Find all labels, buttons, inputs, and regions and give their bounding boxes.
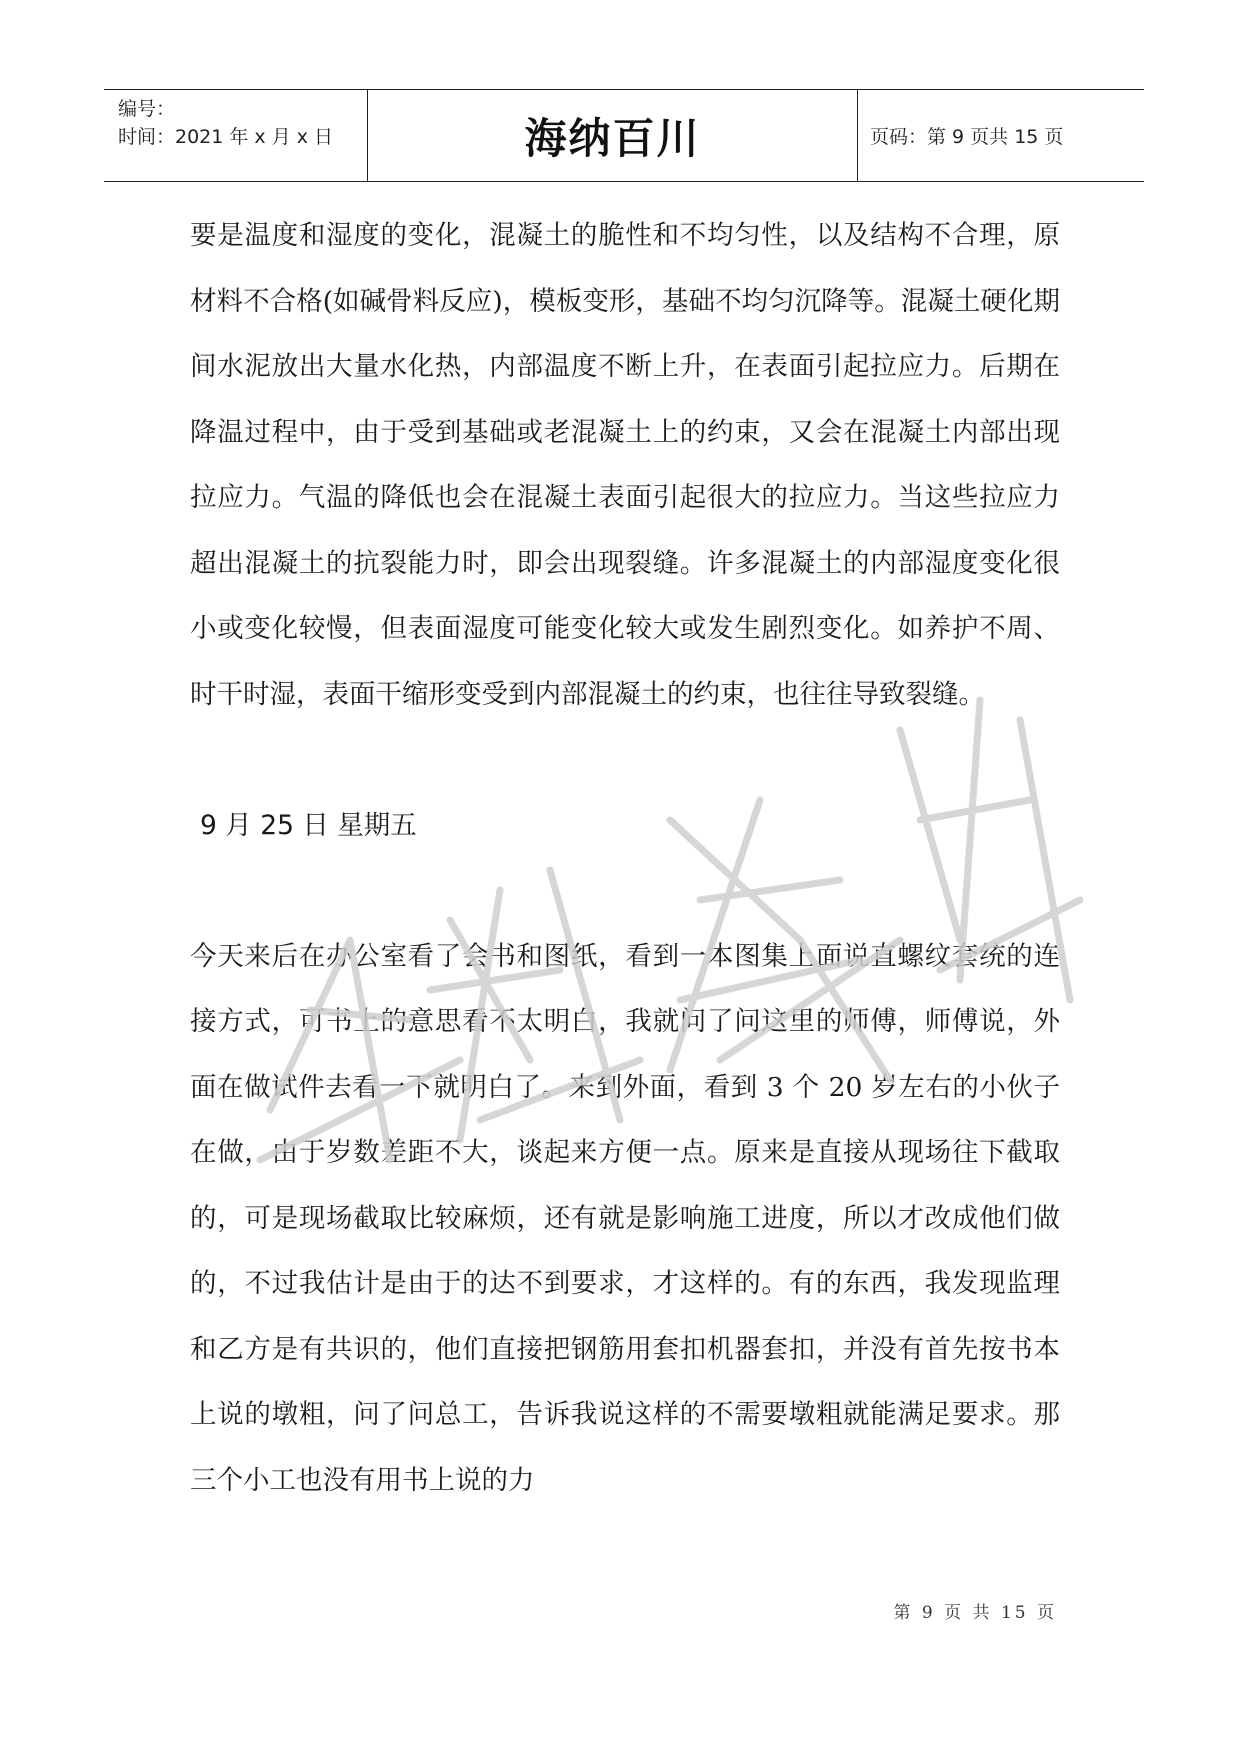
- header-title-cell: [368, 90, 858, 181]
- header-page-cell: [858, 90, 1144, 181]
- diary-date: 9 月 25 日 星期五: [200, 809, 417, 841]
- page-header: [104, 89, 1144, 182]
- page-footer: 第 9 页 共 15 页: [893, 1603, 1057, 1623]
- number-label: 编号：: [118, 98, 176, 120]
- header-meta: [104, 90, 368, 181]
- paragraph-1: 要是温度和湿度的变化，混凝土的脆性和不均匀性，以及结构不合理，原材料不合格(如碱骨料反应)，模板变形，基础不均匀沉降等。混凝土硬化期间水泥放出大量水化热，内部温度不断上升，在表面引起拉应力。后期在降温过程中，由于受到基础或老混凝土上的约束，又会在混凝土内部出现拉应力。气温的降低也会在混凝土表面引起很大的拉应力。当这些拉应力超出混凝土的抗裂能力时，即会出现裂缝。许多混凝土的内部湿度变化很小或变化较慢，但表面湿度可能变化较大或发生剧烈变化。如养护不周、时干时湿，表面干缩形变受到内部混凝土的约束，也往往导致裂缝。: [190, 220, 1060, 710]
- blank-line: [190, 727, 1060, 793]
- header-title: 海纳百川: [524, 113, 701, 163]
- document-body: [190, 203, 1060, 1513]
- paragraph-2: 今天来后在办公室看了会书和图纸，看到一本图集上面说直螺纹套统的连接方式，可书上的意思看不太明白，我就问了问这里的师傅，师傅说，外面在做试件去看一下就明白了。来到外面，看到 3 个 20 岁左右的小伙子在做，由于岁数差距不大，谈起来方便一点。原来是直接从现场往下截取的，可是现场截取比较麻烦，还有就是影响施工进度，所以才改成他们做的，不过我估计是由于的达不到要求，才这样的。有的东西，我发现监理和乙方是有共识的，他们直接把钢筋用套扣机器套扣，并没有首先按书本上说的墩粗，问了问总工，告诉我说这样的不需要墩粗就能满足要求。那三个小工也没有用书上说的力: [190, 940, 1060, 1496]
- blank-line: [190, 858, 1060, 924]
- header-page-label: 页码：第 9 页共 15 页: [870, 126, 1064, 148]
- time-label: 时间：2021 年 x 月 x 日: [118, 126, 334, 148]
